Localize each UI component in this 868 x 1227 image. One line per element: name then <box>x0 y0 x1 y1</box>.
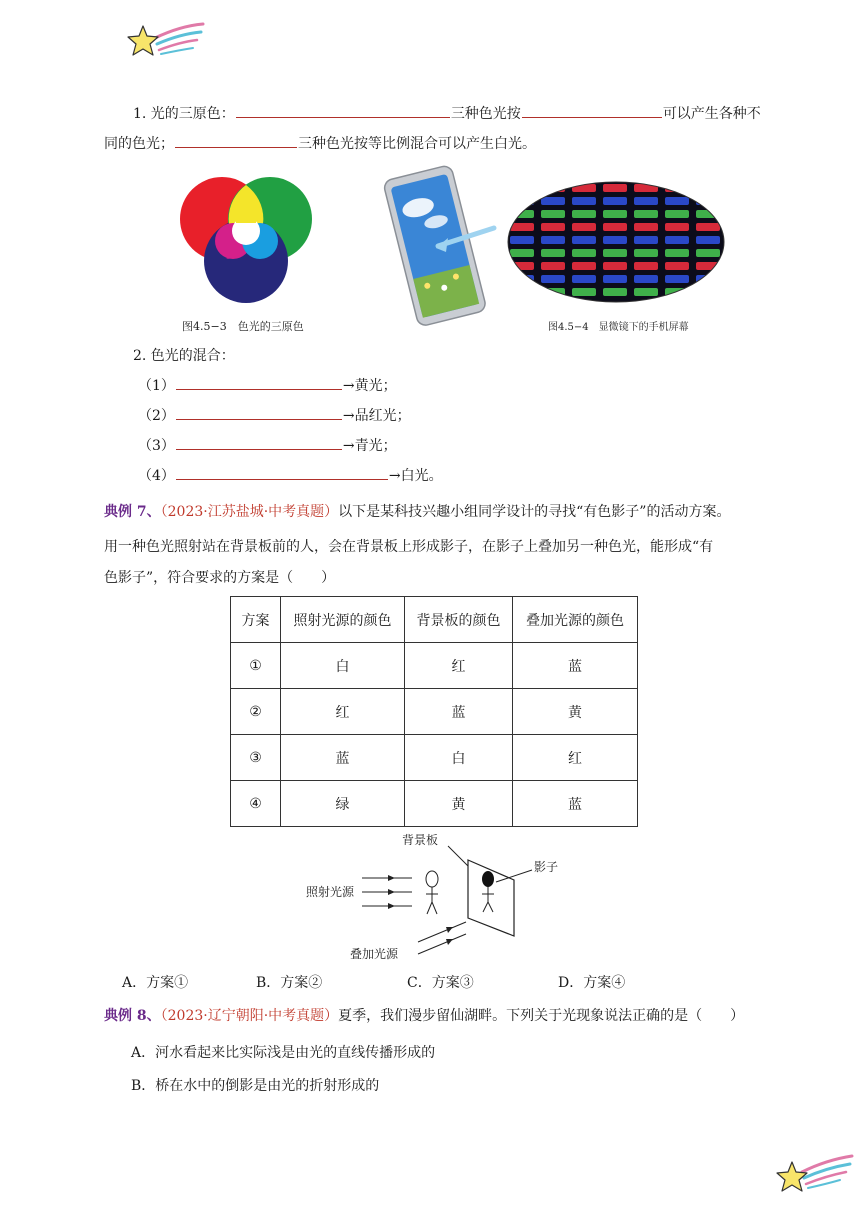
subpixel <box>603 249 627 257</box>
table-cell: 白 <box>405 735 513 781</box>
table-cell: 红 <box>281 689 405 735</box>
q1-line2-suffix: 三种色光按等比例混合可以产生白光。 <box>298 136 536 152</box>
subpixel <box>603 210 627 218</box>
table-cell: 红 <box>405 643 513 689</box>
subpixel <box>603 288 627 296</box>
subpixel <box>696 223 720 231</box>
subpixel <box>603 262 627 270</box>
ex7-option-b[interactable]: B．方案② <box>256 975 323 991</box>
subpixel <box>541 275 565 283</box>
table-row <box>231 689 638 735</box>
subpixel <box>603 223 627 231</box>
subpixel <box>696 275 720 283</box>
subpixel <box>510 210 534 218</box>
subpixel <box>665 184 689 192</box>
ex7-line1 <box>104 502 730 522</box>
q2-blank-1[interactable] <box>176 376 342 390</box>
subpixel <box>541 249 565 257</box>
q1-line1 <box>133 104 761 124</box>
table-cell: ② <box>231 689 281 735</box>
source-label: 照射光源 <box>306 885 355 899</box>
ex7-source: （2023·江苏盐城·中考真题） <box>160 504 339 520</box>
subpixel <box>572 223 596 231</box>
q2-blank-2[interactable] <box>176 406 342 420</box>
q1-line2-prefix: 同的色光； <box>104 136 174 152</box>
q2-item-2 <box>138 406 411 426</box>
q1-mid: 三种色光按 <box>450 106 521 122</box>
subpixel <box>634 197 658 205</box>
ex8-line1 <box>104 1006 744 1026</box>
table-cell: 白 <box>281 643 405 689</box>
q2-item-4 <box>138 466 443 486</box>
subpixel <box>634 288 658 296</box>
q2-item-1 <box>138 376 397 396</box>
table-header-row <box>231 597 638 643</box>
subpixel <box>541 223 565 231</box>
q2-item-result: →黄光； <box>342 378 397 394</box>
q1-line2 <box>104 134 536 154</box>
table-cell: ① <box>231 643 281 689</box>
ex7-option-a[interactable]: A．方案① <box>122 975 189 991</box>
ex8-text: 夏季，我们漫步留仙湖畔。下列关于光现象说法正确的是（ ） <box>338 1008 745 1024</box>
board-label: 背景板 <box>402 833 439 847</box>
table-header-cell: 叠加光源的颜色 <box>513 597 638 643</box>
subpixel <box>696 184 720 192</box>
subpixel <box>572 275 596 283</box>
ex7-option-c[interactable]: C．方案③ <box>407 975 474 991</box>
q1-blank-3[interactable] <box>175 134 297 148</box>
subpixel <box>696 288 720 296</box>
table-cell: 黄 <box>405 781 513 827</box>
ex7-line3: 色影子”，符合要求的方案是（ ） <box>104 570 336 586</box>
q2-item-result: →青光； <box>342 438 397 454</box>
subpixel <box>541 197 565 205</box>
subpixel <box>665 262 689 270</box>
figure-caption-left: 图4.5−3 色光的三原色 <box>182 320 304 333</box>
ex7-option-d[interactable]: D．方案④ <box>558 975 626 991</box>
ex7-plan-table <box>230 596 638 827</box>
q2-item-num: （2） <box>138 408 175 424</box>
table-cell: 蓝 <box>513 643 638 689</box>
subpixel <box>696 236 720 244</box>
figure-caption-right: 图4.5−4 显微镜下的手机屏幕 <box>548 322 689 333</box>
star-decoration-icon <box>774 1150 854 1200</box>
subpixel <box>572 184 596 192</box>
subpixel <box>634 249 658 257</box>
subpixel <box>603 275 627 283</box>
table-cell: 绿 <box>281 781 405 827</box>
subpixel <box>572 236 596 244</box>
star-decoration-icon <box>125 18 205 66</box>
table-row <box>231 643 638 689</box>
q2-blank-3[interactable] <box>176 436 342 450</box>
q1-blank-1[interactable] <box>236 104 450 118</box>
subpixel <box>572 288 596 296</box>
q1-suffix: 可以产生各种不 <box>662 106 761 122</box>
subpixel <box>572 249 596 257</box>
ex8-source: （2023·辽宁朝阳·中考真题） <box>160 1008 339 1024</box>
q2-item-num: （4） <box>138 468 175 484</box>
subpixel <box>510 223 534 231</box>
subpixel <box>665 275 689 283</box>
subpixel <box>603 184 627 192</box>
q2-item-result: →白光。 <box>388 468 443 484</box>
subpixel <box>541 262 565 270</box>
table-cell: 红 <box>513 735 638 781</box>
subpixel <box>634 275 658 283</box>
subpixel <box>510 184 534 192</box>
q1-blank-2[interactable] <box>522 104 662 118</box>
subpixel <box>510 288 534 296</box>
table-cell: 蓝 <box>405 689 513 735</box>
subpixel <box>510 262 534 270</box>
overlay-label: 叠加光源 <box>350 947 399 961</box>
table-row <box>231 781 638 827</box>
subpixel <box>541 184 565 192</box>
subpixel <box>696 249 720 257</box>
q2-blank-4[interactable] <box>176 466 388 480</box>
table-header-cell: 照射光源的颜色 <box>281 597 405 643</box>
subpixel <box>541 210 565 218</box>
subpixel <box>541 288 565 296</box>
subpixel <box>634 236 658 244</box>
table-cell: ④ <box>231 781 281 827</box>
table-cell: ③ <box>231 735 281 781</box>
q2-item-result: →品红光； <box>342 408 411 424</box>
table-cell: 蓝 <box>513 781 638 827</box>
ex7-text1: 以下是某科技兴趣小组同学设计的寻找“有色影子”的活动方案。 <box>338 504 731 520</box>
subpixel <box>572 262 596 270</box>
subpixel <box>541 236 565 244</box>
shadow-experiment-diagram <box>300 830 580 962</box>
subpixel <box>510 236 534 244</box>
table-header-cell: 背景板的颜色 <box>405 597 513 643</box>
table-cell: 蓝 <box>281 735 405 781</box>
rgb-circles-figure <box>176 175 316 307</box>
subpixel <box>634 184 658 192</box>
subpixel <box>634 223 658 231</box>
ex8-label: 典例 8、 <box>104 1008 161 1024</box>
subpixel <box>665 197 689 205</box>
table-row <box>231 735 638 781</box>
subpixel <box>665 236 689 244</box>
ex8-option-a[interactable]: A．河水看起来比实际浅是由光的直线传播形成的 <box>131 1045 436 1061</box>
q1-prefix: 1. 光的三原色： <box>133 106 235 122</box>
ex8-option-b[interactable]: B．桥在水中的倒影是由光的折射形成的 <box>131 1078 380 1094</box>
subpixel <box>572 197 596 205</box>
shadow-label: 影子 <box>534 860 559 874</box>
microscope-screen-figure <box>506 180 726 304</box>
subpixel <box>603 236 627 244</box>
subpixel <box>665 223 689 231</box>
subpixel <box>665 249 689 257</box>
subpixel <box>510 249 534 257</box>
subpixel <box>696 262 720 270</box>
phone-figure <box>378 162 498 330</box>
ex7-line2: 用一种色光照射站在背景板前的人，会在背景板上形成影子，在影子上叠加另一种色光，能形成“有 <box>104 539 714 555</box>
q2-item-num: （3） <box>138 438 175 454</box>
subpixel <box>510 197 534 205</box>
subpixel <box>634 262 658 270</box>
q2-item-3 <box>138 436 397 456</box>
table-cell: 黄 <box>513 689 638 735</box>
ex7-label: 典例 7、 <box>104 504 161 520</box>
subpixel <box>634 210 658 218</box>
subpixel <box>572 210 596 218</box>
q2-item-num: （1） <box>138 378 175 394</box>
q2-title: 2. 色光的混合： <box>133 348 235 364</box>
table-header-cell: 方案 <box>231 597 281 643</box>
subpixel <box>603 197 627 205</box>
subpixel <box>665 210 689 218</box>
